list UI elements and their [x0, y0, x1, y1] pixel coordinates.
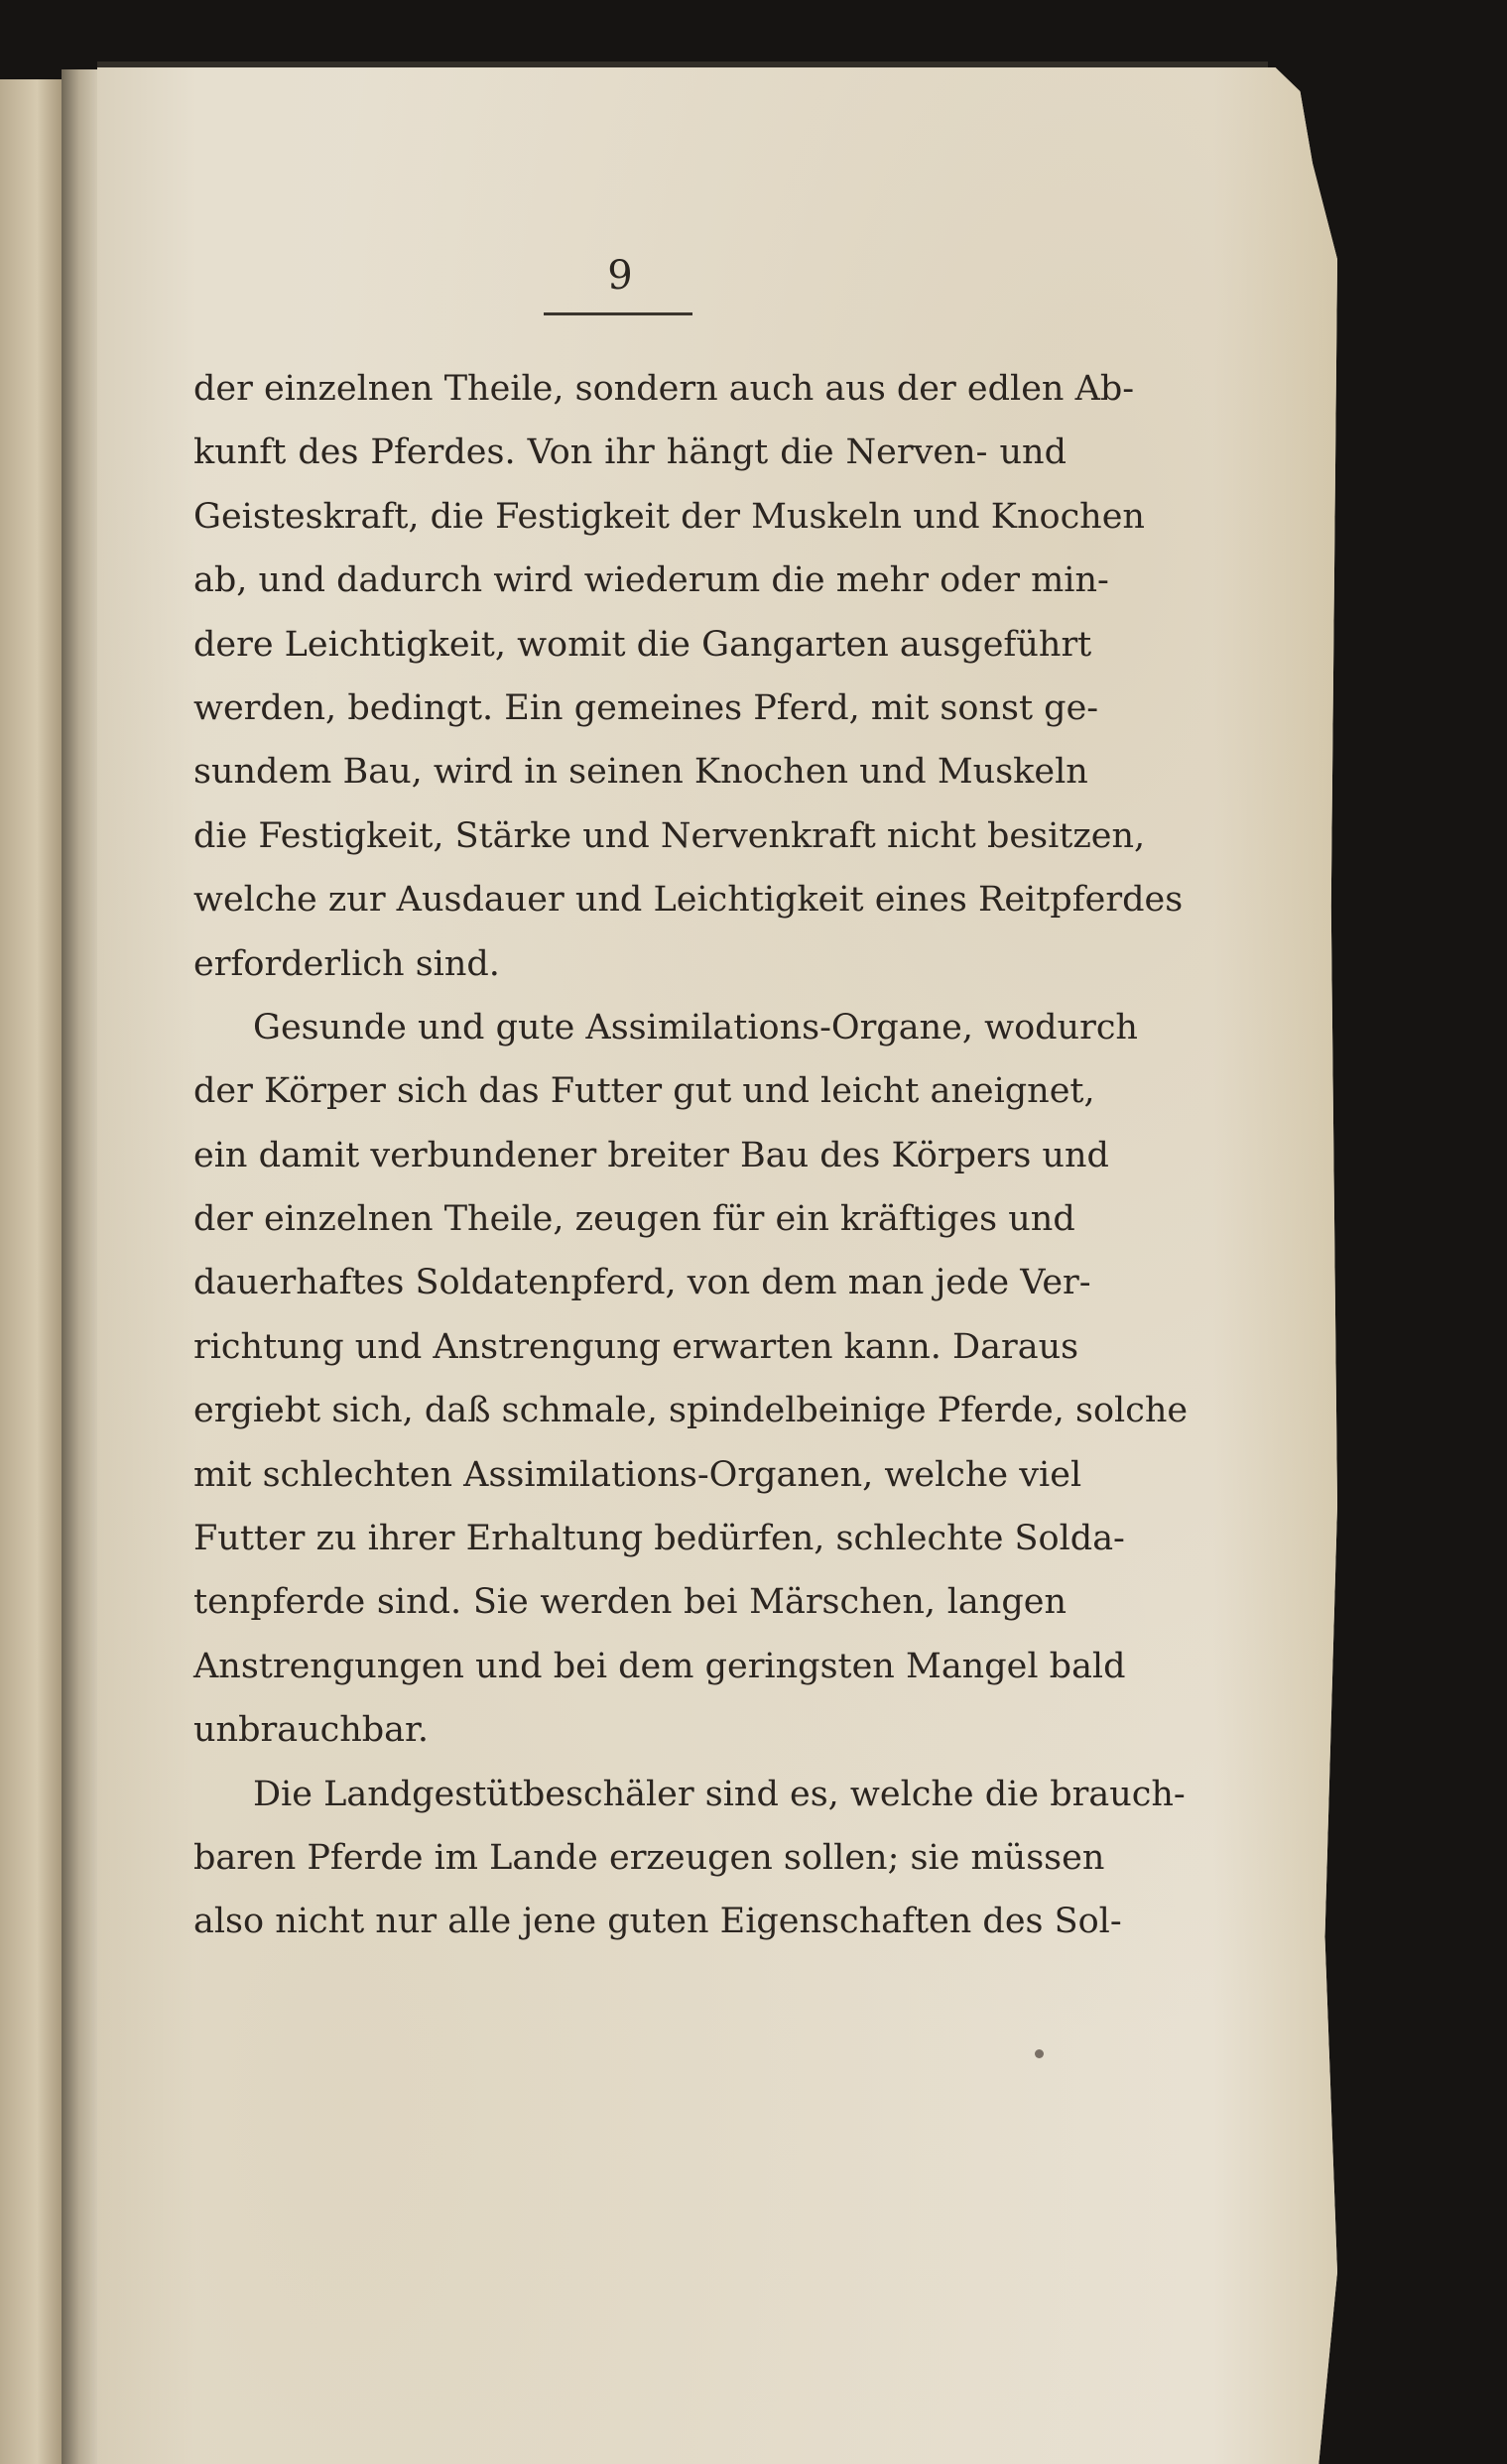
paper-speck — [1035, 2049, 1044, 2058]
text-line: die Festigkeit, Stärke und Nervenkraft nicht besitzen, — [193, 815, 1146, 856]
page-number: 9 — [607, 253, 633, 299]
text-line: Geisteskraft, die Festigkeit der Muskeln und Knochen — [193, 496, 1145, 537]
book-gutter — [62, 69, 101, 2464]
text-line: Gesunde und gute Assimilations-Organe, wodurch — [253, 1007, 1138, 1047]
facing-page-edge — [0, 79, 63, 2464]
text-line: ab, und dadurch wird wiederum die mehr oder min- — [193, 560, 1109, 601]
page-number-rule — [544, 312, 692, 315]
body-text — [193, 357, 1189, 1954]
text-line: baren Pferde im Lande erzeugen sollen; sie müssen — [193, 1837, 1105, 1878]
text-line: der einzelnen Theile, zeugen für ein kräftiges und — [193, 1199, 1075, 1240]
text-line: dauerhaftes Soldatenpferd, von dem man jede Ver- — [193, 1263, 1091, 1303]
text-line: ergiebt sich, daß schmale, spindelbeinige Pferde, solche — [193, 1391, 1189, 1431]
text-line: mit schlechten Assimilations-Organen, welche viel — [193, 1454, 1082, 1495]
text-line: unbrauchbar. — [193, 1710, 430, 1751]
text-line: also nicht nur alle jene guten Eigenschaften des Sol- — [193, 1902, 1122, 1942]
text-line: tenpferde sind. Sie werden bei Märschen, langen — [193, 1582, 1067, 1623]
text-line: der einzelnen Theile, sondern auch aus der edlen Ab- — [193, 369, 1135, 409]
text-line: werden, bedingt. Ein gemeines Pferd, mit sonst ge- — [193, 687, 1099, 728]
text-line: dere Leichtigkeit, womit die Gangarten ausgeführt — [193, 624, 1092, 665]
text-line: sundem Bau, wird in seinen Knochen und Muskeln — [193, 752, 1088, 793]
text-line: der Körper sich das Futter gut und leicht aneignet, — [193, 1071, 1095, 1112]
text-line: Die Landgestütbeschäler sind es, welche die brauch- — [253, 1774, 1186, 1814]
text-line: richtung und Anstrengung erwarten kann. Daraus — [193, 1326, 1079, 1367]
text-line: welche zur Ausdauer und Leichtigkeit eines Reitpferdes — [193, 880, 1184, 921]
text-line: Futter zu ihrer Erhaltung bedürfen, schlechte Solda- — [193, 1519, 1125, 1559]
text-line: ein damit verbundener breiter Bau des Körpers und — [193, 1135, 1109, 1175]
text-line: kunft des Pferdes. Von ihr hängt die Nerven- und — [193, 432, 1067, 473]
text-line: Anstrengungen und bei dem geringsten Mangel bald — [193, 1646, 1126, 1686]
text-line: erforderlich sind. — [193, 943, 500, 984]
